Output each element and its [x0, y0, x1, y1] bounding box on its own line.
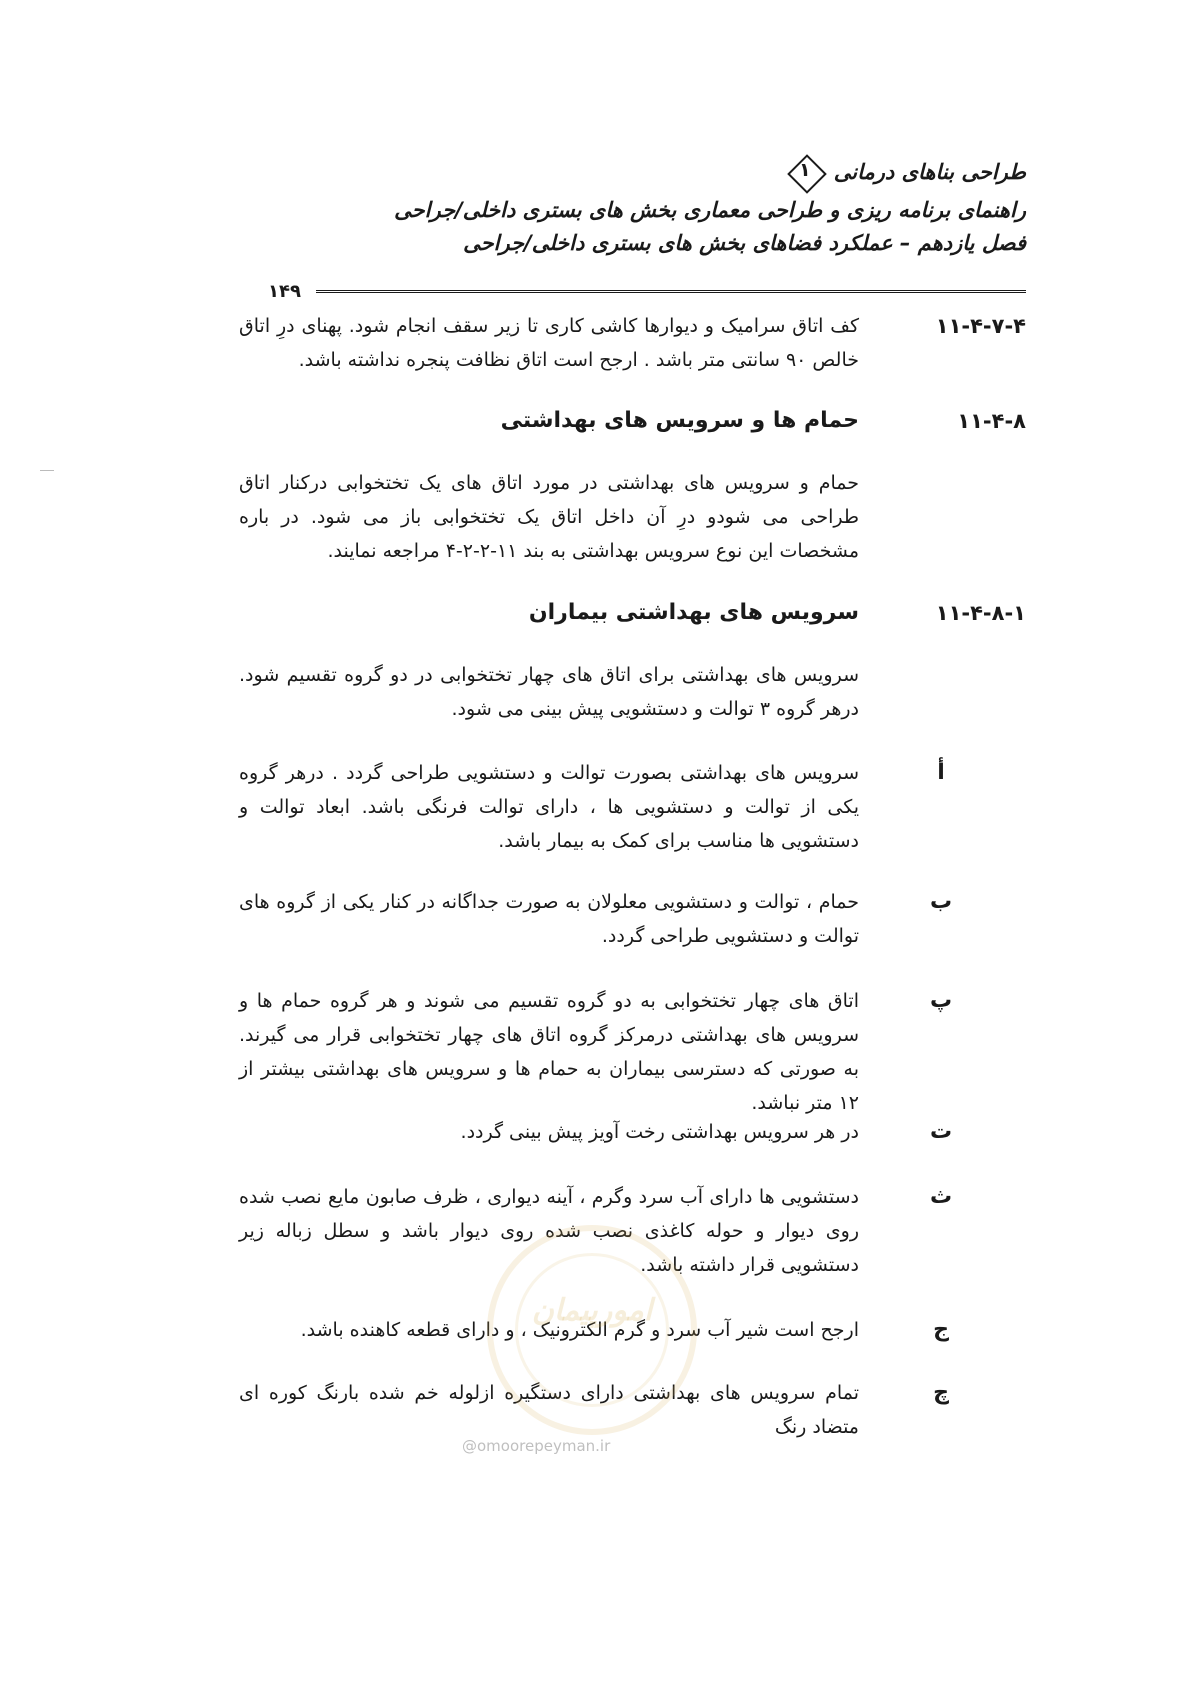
- item-letter: أ: [937, 760, 945, 785]
- item-text: تمام سرویس های بهداشتی دارای دستگیره ازلوله خم شده بارنگ کوره ای متضاد رنگ: [239, 1382, 859, 1438]
- section-paragraph: سرویس های بهداشتی برای اتاق های چهار تختخوابی در دو گروه تقسیم شود. درهر گروه ۳ توالت و دستشویی پیش بینی می شود.: [239, 664, 859, 720]
- header-rule-row: [268, 281, 1026, 303]
- section-heading: حمام ها و سرویس های بهداشتی: [500, 408, 859, 433]
- section-paragraph: حمام و سرویس های بهداشتی در مورد اتاق های یک تختخوابی درکنار اتاق طراحی می شودو درِ آن داخل اتاق یک تختخوابی باز می شود. در باره مشخصات این نوع سرویس بهداشتی به بند ۱۱-۲-۲-۴ مراجعه نمایند.: [239, 472, 859, 562]
- section-number: ۱۱-۴-۸: [957, 409, 1026, 433]
- item-text: اتاق های چهار تختخوابی به دو گروه تقسیم می شوند و هر گروه حمام ها و سرویس های بهداشتی درمرکز گروه اتاق های چهار تختخوابی قرار می گیرند. به صورتی که دسترسی بیماران به حمام ها و سرویس های بهداشتی بیشتر از ۱۲ متر نباشد.: [239, 990, 859, 1114]
- item-letter: ت: [929, 1119, 953, 1144]
- series-number-badge-icon: [788, 155, 822, 189]
- item-letter: چ: [933, 1380, 949, 1405]
- item-letter: ج: [933, 1317, 949, 1342]
- watermark-logo-text: امورپیمان: [531, 1293, 653, 1328]
- running-header: [266, 150, 1026, 260]
- book-title: راهنمای برنامه ریزی و طراحی معماری بخش های بستری داخلی/جراحی: [394, 198, 1026, 222]
- item-text: در هر سرویس بهداشتی رخت آویز پیش بینی گردد.: [460, 1121, 859, 1143]
- series-title: طراحی بناهای درمانی: [833, 160, 1026, 184]
- item-text: ارجح است شیر آب سرد و گرم الکترونیک ، و دارای قطعه کاهنده باشد.: [300, 1319, 859, 1341]
- item-letter: ث: [929, 1184, 953, 1209]
- section-number: ۱۱-۴-۷-۴: [935, 314, 1026, 338]
- item-text: سرویس های بهداشتی بصورت توالت و دستشویی طراحی گردد . درهر گروه یکی از توالت و دستشویی ها ، دارای توالت فرنگی باشد. ابعاد توالت و دستشویی ها مناسب برای کمک به بیمار باشد.: [239, 762, 859, 852]
- item-letter: پ: [929, 988, 953, 1013]
- item-text: دستشویی ها دارای آب سرد وگرم ، آینه دیواری ، ظرف صابون مایع نصب شده روی دیوار و حوله کاغذی نصب شده روی دیوار باشد و سطل زباله زیر دستشویی قرار داشته باشد.: [239, 1186, 859, 1276]
- section-number: ۱۱-۴-۸-۱: [935, 601, 1026, 625]
- series-number: ۱: [798, 159, 811, 181]
- series-line: [266, 150, 1026, 194]
- watermark-url: @omoorepeyman.ir: [462, 1437, 611, 1455]
- margin-mark: [40, 470, 54, 471]
- item-text: حمام ، توالت و دستشویی معلولان به صورت جداگانه در کنار یکی از گروه های توالت و دستشویی طراحی گردد.: [239, 891, 859, 947]
- header-divider: [316, 290, 1026, 293]
- section-heading: سرویس های بهداشتی بیماران: [528, 600, 859, 625]
- page-number: ۱۴۹: [268, 281, 301, 302]
- chapter-title: فصل یازدهم – عملکرد فضاهای بخش های بستری داخلی/جراحی: [463, 231, 1026, 255]
- item-letter: ب: [929, 889, 953, 914]
- section-paragraph: کف اتاق سرامیک و دیوارها کاشی کاری تا زیر سقف انجام شود. پهنای درِ اتاق خالص ۹۰ سانتی متر باشد . ارجح است اتاق نظافت پنجره نداشته باشد.: [239, 315, 859, 371]
